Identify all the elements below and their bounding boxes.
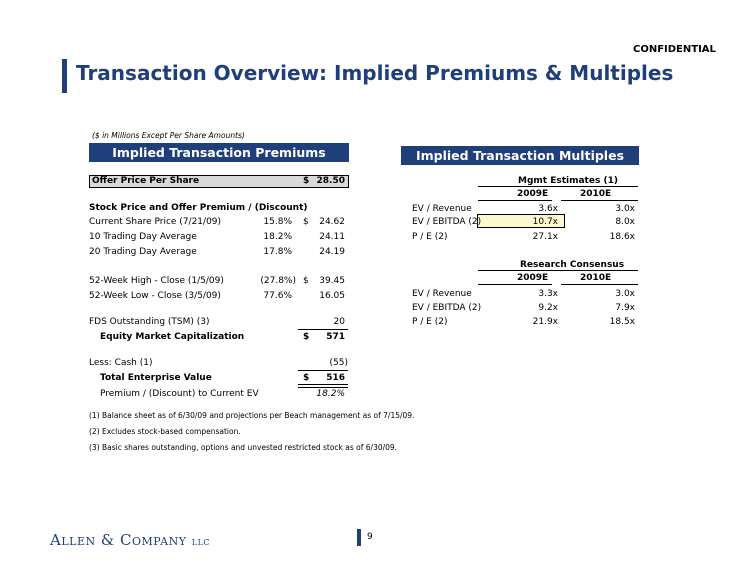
multiple-label: EV / EBITDA (2)	[412, 217, 482, 227]
multiples-banner: Implied Transaction Multiples	[401, 146, 639, 165]
total-enterprise-value-value: 516	[326, 373, 345, 383]
footnote: (1) Balance sheet as of 6/30/09 and projections per Beach management as of 7/15/09.	[89, 411, 415, 420]
logo-suffix-text: llc	[191, 534, 210, 548]
premium-to-ev-value: 18.2%	[316, 389, 345, 399]
premium-row-label: Current Share Price (7/21/09)	[89, 217, 222, 227]
confidential-label: CONFIDENTIAL	[633, 44, 716, 55]
premium-row-label: 52-Week Low - Close (3/5/09)	[89, 291, 221, 301]
multiple-2009e: 27.1x	[532, 232, 558, 242]
premium-row-label: 52-Week High - Close (1/5/09)	[89, 276, 224, 286]
premium-section-heading: Stock Price and Offer Premium / (Discount)	[89, 203, 308, 213]
research-col-2010e: 2010E	[580, 273, 612, 283]
premium-to-ev-label: Premium / (Discount) to Current EV	[100, 389, 259, 399]
logo-main-text: Allen & Company	[50, 531, 187, 549]
offer-price-currency: $	[303, 176, 310, 186]
cash-value: (55)	[329, 358, 348, 368]
multiple-label: P / E (2)	[412, 317, 448, 327]
total-enterprise-value-currency: $	[303, 373, 310, 383]
mgmt-col-2010e: 2010E	[580, 189, 612, 199]
premiums-banner: Implied Transaction Premiums	[89, 143, 349, 162]
underline	[298, 329, 348, 330]
multiple-2009e: 3.6x	[538, 204, 558, 214]
underline	[478, 186, 638, 187]
premium-row-pct: 17.8%	[263, 247, 292, 257]
page-title: Transaction Overview: Implied Premiums & Multiples	[76, 61, 674, 85]
premium-row-value: 24.62	[319, 217, 345, 227]
premium-row-value: 24.11	[319, 232, 345, 242]
offer-price-label: Offer Price Per Share	[92, 176, 200, 186]
premium-row-label: 20 Trading Day Average	[89, 247, 197, 257]
multiple-2010e: 3.0x	[615, 289, 635, 299]
offer-price-value: 28.50	[316, 176, 345, 186]
premium-row-pct: (27.8%)	[260, 276, 296, 286]
underline	[478, 200, 552, 201]
units-note: ($ in Millions Except Per Share Amounts)	[92, 131, 245, 140]
premium-row-value: 39.45	[319, 276, 345, 286]
multiple-2009e: 9.2x	[538, 303, 558, 313]
page-number-bar	[357, 529, 361, 546]
equity-market-cap-currency: $	[303, 332, 310, 342]
multiple-2010e: 18.6x	[609, 232, 635, 242]
company-logo	[50, 531, 210, 549]
premium-row-pct: 77.6%	[263, 291, 292, 301]
equity-market-cap-label: Equity Market Capitalization	[100, 332, 245, 342]
mgmt-estimates-heading: Mgmt Estimates (1)	[518, 176, 618, 186]
underline	[478, 270, 638, 271]
premium-row-value: 16.05	[319, 291, 345, 301]
multiple-label: EV / Revenue	[412, 204, 472, 214]
multiple-2009e: 21.9x	[532, 317, 558, 327]
multiple-label: P / E (2)	[412, 232, 448, 242]
cash-label: Less: Cash (1)	[89, 358, 153, 368]
premium-row-currency: $	[303, 217, 309, 227]
multiple-label: EV / Revenue	[412, 289, 472, 299]
premium-row-label: 10 Trading Day Average	[89, 232, 197, 242]
footnote: (2) Excludes stock-based compensation.	[89, 427, 241, 436]
multiple-2009e: 3.3x	[538, 289, 558, 299]
underline	[561, 284, 638, 285]
equity-market-cap-value: 571	[326, 332, 345, 342]
multiple-label: EV / EBITDA (2)	[412, 303, 482, 313]
multiple-2010e: 8.0x	[615, 217, 635, 227]
premium-row-pct: 15.8%	[263, 217, 292, 227]
multiple-2010e: 3.0x	[615, 204, 635, 214]
premium-row-value: 24.19	[319, 247, 345, 257]
underline	[561, 200, 638, 201]
research-col-2009e: 2009E	[517, 273, 549, 283]
footnote: (3) Basic shares outstanding, options and unvested restricted stock as of 6/30/09.	[89, 443, 398, 452]
premium-row-pct: 18.2%	[263, 232, 292, 242]
fds-outstanding-value: 20	[333, 317, 345, 327]
title-accent-bar	[62, 59, 67, 93]
mgmt-col-2009e: 2009E	[517, 189, 549, 199]
underline	[298, 370, 348, 371]
multiple-2010e: 7.9x	[615, 303, 635, 313]
research-consensus-heading: Research Consensus	[520, 260, 625, 270]
total-enterprise-value-label: Total Enterprise Value	[100, 373, 212, 383]
premium-row-currency: $	[303, 276, 309, 286]
page-number: 9	[367, 532, 373, 542]
fds-outstanding-label: FDS Outstanding (TSM) (3)	[89, 317, 210, 327]
underline	[478, 284, 552, 285]
multiple-2010e: 18.5x	[609, 317, 635, 327]
multiple-2009e: 10.7x	[532, 217, 558, 227]
